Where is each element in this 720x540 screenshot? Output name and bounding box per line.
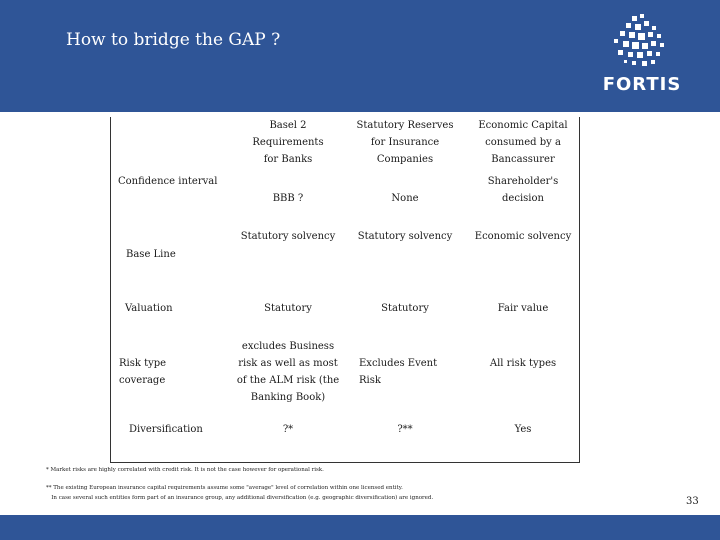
cell-baseline-basel: Statutory solvency — [240, 231, 336, 242]
comparison-table — [110, 117, 580, 463]
cell-diversification-basel: ?* — [282, 424, 294, 435]
footnote-2: ** The existing European insurance capital requirements assume some "average" level of correlation within one licensed entity. — [46, 485, 403, 491]
header-band — [0, 0, 720, 112]
cell-baseline-economic: Economic solvency — [474, 231, 572, 242]
footer-band — [0, 515, 720, 540]
cell-valuation-basel: Statutory — [264, 303, 312, 314]
logo-wordmark: FORTIS — [602, 74, 682, 95]
cell-diversification-economic: Yes — [514, 424, 532, 435]
row-label-baseline: Base Line — [126, 249, 176, 260]
column-header-statutory: Statutory Reserves for Insurance Companies — [356, 120, 454, 165]
cell-confidence-economic: Shareholder's decision — [487, 176, 559, 204]
column-header-economic: Economic Capital consumed by a Bancassurer — [478, 120, 568, 165]
cell-risk-statutory: Excludes Event Risk — [359, 358, 438, 386]
fortis-bird-icon — [602, 14, 682, 72]
fortis-logo — [602, 14, 682, 98]
cell-risk-basel: excludes Business risk as well as most of the ALM risk (the Banking Book) — [236, 341, 340, 403]
row-label-diversification: Diversification — [129, 424, 203, 435]
row-label-valuation: Valuation — [125, 303, 173, 314]
footnote-3: In case several such entities form part of an insurance group, any additional diversification (e.g. geographic diversification) are ignored. — [46, 495, 434, 501]
cell-baseline-statutory: Statutory solvency — [357, 231, 453, 242]
cell-diversification-statutory: ?** — [397, 424, 413, 435]
footnote-1: * Market risks are highly correlated with credit risk. It is not the case however for operational risk. — [46, 467, 324, 473]
cell-valuation-statutory: Statutory — [381, 303, 429, 314]
column-header-basel: Basel 2 Requirements for Banks — [252, 120, 324, 165]
row-label-risk: Risk type coverage — [119, 358, 167, 386]
cell-confidence-basel: BBB ? — [272, 193, 304, 204]
page-number: 33 — [686, 496, 699, 507]
cell-confidence-statutory: None — [391, 193, 419, 204]
row-label-confidence: Confidence interval — [118, 176, 218, 187]
slide-title: How to bridge the GAP ? — [66, 30, 281, 50]
cell-valuation-economic: Fair value — [497, 303, 549, 314]
cell-risk-economic: All risk types — [489, 358, 557, 369]
